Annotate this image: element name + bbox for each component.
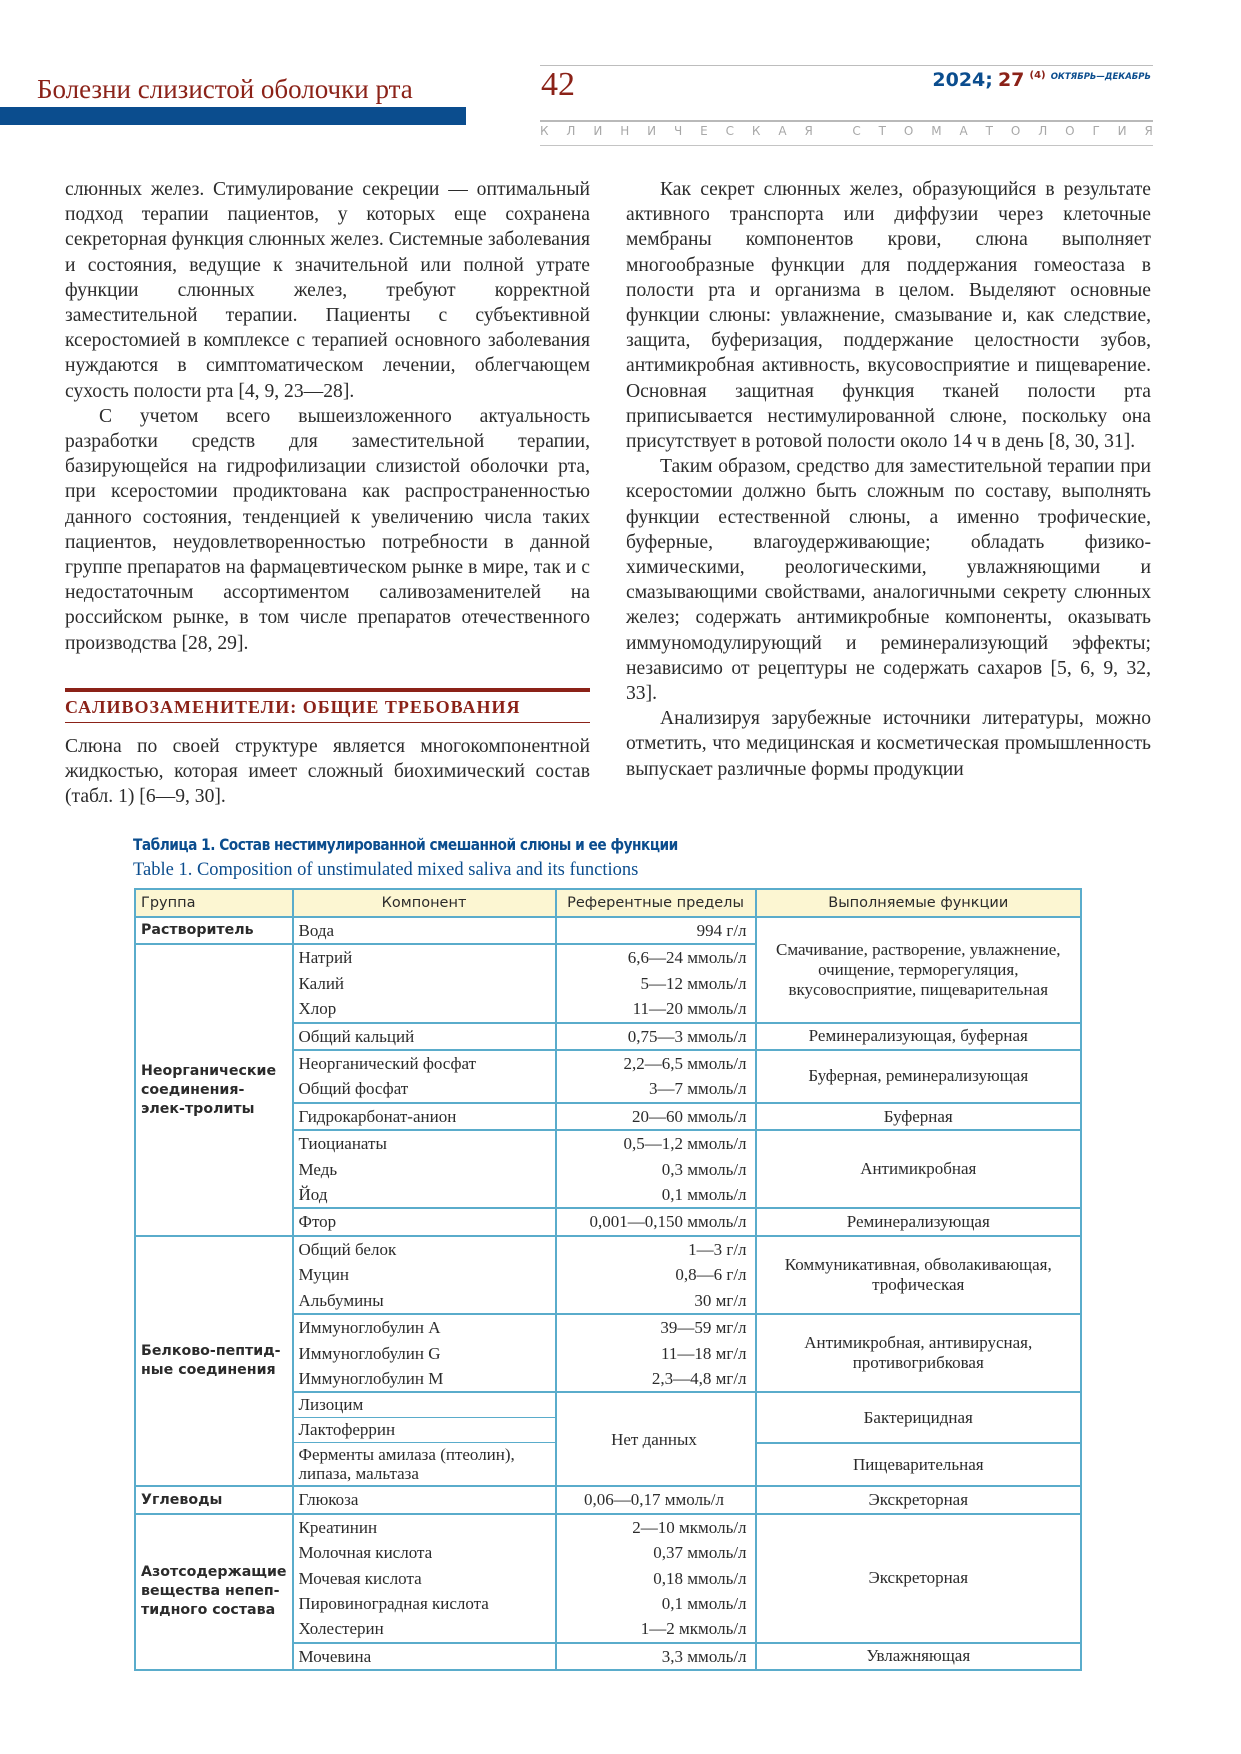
- function-cell: Антимикробная: [756, 1130, 1081, 1208]
- value-cell: 20—60 ммоль/л: [556, 1103, 756, 1130]
- section-title: Болезни слизистой оболочки рта: [37, 74, 413, 104]
- function-cell: Увлажняющая: [756, 1643, 1081, 1670]
- component-cell: Молочная кислота: [293, 1540, 556, 1565]
- journal-name-letter: А: [778, 124, 787, 138]
- component-cell: Мочевина: [293, 1643, 556, 1670]
- function-cell: Реминерализующая: [756, 1208, 1081, 1235]
- component-cell: Общий белок: [293, 1236, 556, 1262]
- component-cell: Тиоцианаты: [293, 1130, 556, 1156]
- journal-name-letter: Е: [700, 124, 708, 138]
- table-row: [135, 1236, 1081, 1262]
- paragraph: Как секрет слюнных желез, образующийся в результате активного транспорта или диффузии через клеточные мембраны компонентов крови, слюна выполняет многообразные функции для поддержания гомеостаза в полости рта и организма в целом. Выделяют основные функции слюны: увлажнение, смазывание и, как следствие, защита, буферизация, поддержание целостности зубов, антимикробная активность, вкусовосприятие и пищеварение. Основная защитная функция тканей полости рта приписывается нестимулированной слюне, поскольку она присутствует в ротовой полости около 14 ч в день [8, 30, 31].: [626, 179, 1151, 453]
- value-cell: 0,001—0,150 ммоль/л: [556, 1208, 756, 1235]
- group-cell: Углеводы: [135, 1486, 293, 1513]
- value-cell: 1—2 мкмоль/л: [556, 1616, 756, 1642]
- function-cell: Бактерицидная: [756, 1392, 1081, 1443]
- header-rule: [540, 65, 1153, 66]
- table-row: [135, 917, 1081, 944]
- journal-name-letter: О: [1065, 124, 1075, 138]
- function-cell: Реминерализующая, буферная: [756, 1023, 1081, 1050]
- function-cell: Пищеварительная: [756, 1443, 1081, 1487]
- value-cell: 6,6—24 ммоль/л: [556, 944, 756, 970]
- function-cell: Экскреторная: [756, 1514, 1081, 1643]
- journal-name-letter: Т: [878, 124, 887, 138]
- component-cell: Иммуноглобулин A: [293, 1314, 556, 1340]
- heading-rule: [65, 722, 590, 723]
- component-cell: Неорганический фосфат: [293, 1050, 556, 1076]
- component-cell: Мочевая кислота: [293, 1566, 556, 1591]
- journal-name-letter: Г: [1092, 124, 1100, 138]
- journal-name-letter: И: [593, 124, 603, 138]
- component-cell: Натрий: [293, 944, 556, 970]
- table-row: [135, 1486, 1081, 1513]
- value-cell: 0,37 ммоль/л: [556, 1540, 756, 1565]
- component-cell: Калий: [293, 971, 556, 996]
- component-cell: Ферменты амилаза (птеолин), липаза, мальтаза: [293, 1443, 556, 1487]
- journal-name: [540, 124, 1153, 142]
- journal-name-letter: И: [647, 124, 657, 138]
- value-cell: 3—7 ммоль/л: [556, 1076, 756, 1102]
- composition-table: [134, 888, 1082, 1671]
- component-cell: Пировиноградная кислота: [293, 1591, 556, 1616]
- component-cell: Гидрокарбонат-анион: [293, 1103, 556, 1130]
- value-cell: Нет данных: [556, 1392, 756, 1486]
- component-cell: Иммуноглобулин M: [293, 1366, 556, 1392]
- function-cell: Смачивание, растворение, увлажнение, очищение, терморегуляция, вкусовосприятие, пищеварительная: [756, 917, 1081, 1023]
- value-cell: 30 мг/л: [556, 1288, 756, 1314]
- section-heading: САЛИВОЗАМЕНИТЕЛИ: ОБЩИЕ ТРЕБОВАНИЯ: [65, 697, 521, 717]
- table-header-row: [135, 889, 1081, 917]
- journal-name-letter: К: [540, 124, 549, 138]
- header-rule: [540, 120, 1153, 122]
- section-color-bar: [0, 107, 466, 125]
- component-cell: Лизоцим: [293, 1392, 556, 1418]
- component-cell: Холестерин: [293, 1616, 556, 1642]
- group-cell: Белково-пептид-ные соединения: [135, 1236, 293, 1486]
- table-row: [135, 1514, 1081, 1540]
- journal-name-letter: С: [725, 124, 735, 138]
- component-cell: Глюкоза: [293, 1486, 556, 1513]
- function-cell: Буферная: [756, 1103, 1081, 1130]
- table-title-english: Table 1. Composition of unstimulated mixed saliva and its functions: [133, 860, 639, 880]
- column-header-group: Группа: [135, 889, 293, 917]
- value-cell: 1—3 г/л: [556, 1236, 756, 1262]
- heading-rule: [65, 688, 590, 692]
- journal-name-letter: О: [1010, 124, 1021, 138]
- paragraph: Таким образом, средство для заместительной терапии при ксеростомии должно быть сложным по составу, выполнять функции естественной слюны, а именно трофические, буферные, влагоудерживающие; обладать физико-химическими, реологическими, увлажняющими и смазывающими свойствами, аналогичными секрету слюнных желез; содержать антимикробные компоненты, оказывать иммуномодулирующий и реминерализующий эффекты; независимо от рецептуры не содержать сахаров [5, 6, 9, 32, 33].: [626, 456, 1151, 705]
- value-cell: 0,1 ммоль/л: [556, 1591, 756, 1616]
- value-cell: 0,18 ммоль/л: [556, 1566, 756, 1591]
- journal-name-letter: Я: [1144, 124, 1153, 138]
- value-cell: 39—59 мг/л: [556, 1314, 756, 1340]
- component-cell: Общий кальций: [293, 1023, 556, 1050]
- component-cell: Креатинин: [293, 1514, 556, 1540]
- journal-name-letter: М: [931, 124, 942, 138]
- page-number: 42: [541, 66, 575, 103]
- table-title: Таблица 1. Состав нестимулированной смешанной слюны и ее функции: [133, 835, 678, 854]
- journal-name-letter: О: [903, 124, 914, 138]
- left-column: [65, 177, 590, 656]
- issue-year: 2024;: [932, 69, 993, 91]
- header-rule: [540, 145, 1153, 146]
- component-cell: Общий фосфат: [293, 1076, 556, 1102]
- journal-name-letter: С: [852, 124, 861, 138]
- component-cell: Муцин: [293, 1262, 556, 1287]
- right-column: [626, 177, 1151, 782]
- journal-name-letter: Л: [1038, 124, 1048, 138]
- issue-volume: 27: [997, 69, 1025, 91]
- paragraph: Анализируя зарубежные источники литературы, можно отметить, что медицинская и косметическая промышленность выпускает различные формы продукции: [626, 708, 1151, 780]
- issue-months: ОКТЯБРЬ—ДЕКАБРЬ: [1050, 72, 1151, 82]
- journal-name-letter: [831, 124, 835, 142]
- component-cell: Хлор: [293, 996, 556, 1022]
- value-cell: 0,1 ммоль/л: [556, 1182, 756, 1208]
- component-cell: Иммуноглобулин G: [293, 1341, 556, 1366]
- column-header-functions: Выполняемые функции: [756, 889, 1081, 917]
- value-cell: 11—18 мг/л: [556, 1341, 756, 1366]
- issue-number: (4): [1029, 70, 1046, 81]
- value-cell: 11—20 ммоль/л: [556, 996, 756, 1022]
- value-cell: 0,06—0,17 ммоль/л: [556, 1486, 756, 1513]
- journal-name-letter: Л: [566, 124, 576, 138]
- group-cell: Неорганические соединения-элек-тролиты: [135, 944, 293, 1235]
- value-cell: 994 г/л: [556, 917, 756, 944]
- value-cell: 0,5—1,2 ммоль/л: [556, 1130, 756, 1156]
- column-header-component: Компонент: [293, 889, 556, 917]
- value-cell: 2—10 мкмоль/л: [556, 1514, 756, 1540]
- paragraph: Слюна по своей структуре является многокомпонентной жидкостью, которая имеет сложный биохимический состав (табл. 1) [6—9, 30].: [65, 736, 590, 808]
- journal-name-letter: Т: [985, 124, 993, 138]
- column-header-reference: Референтные пределы: [556, 889, 756, 917]
- issue-info: [932, 69, 1151, 91]
- paragraph: С учетом всего вышеизложенного актуальность разработки средств для заместительной терапии, базирующейся на гидрофилизации слизистой оболочки рта, при ксеростомии продиктована как распространенностью данного состояния, тенденцией к увеличению числа таких пациентов, неудовлетворенностью потребности в данной группе препаратов на фармацевтическом рынке в мире, так и с недостаточным ассортиментом саливозаменителей на российском рынке, в том числе препаратов отечественного производства [28, 29].: [65, 405, 590, 654]
- value-cell: 5—12 ммоль/л: [556, 971, 756, 996]
- function-cell: Антимикробная, антивирусная, противогрибковая: [756, 1314, 1081, 1392]
- journal-name-letter: Ч: [674, 124, 683, 138]
- function-cell: Буферная, реминерализующая: [756, 1050, 1081, 1103]
- value-cell: 0,8—6 г/л: [556, 1262, 756, 1287]
- value-cell: 2,2—6,5 ммоль/л: [556, 1050, 756, 1076]
- component-cell: Альбумины: [293, 1288, 556, 1314]
- journal-name-letter: И: [1117, 124, 1127, 138]
- value-cell: 2,3—4,8 мг/л: [556, 1366, 756, 1392]
- journal-name-letter: А: [959, 124, 968, 138]
- function-cell: Экскреторная: [756, 1486, 1081, 1513]
- journal-name-letter: К: [751, 124, 761, 138]
- value-cell: 0,3 ммоль/л: [556, 1157, 756, 1182]
- group-cell: Растворитель: [135, 917, 293, 944]
- group-cell: Азотсодержащие вещества непеп-тидного состава: [135, 1514, 293, 1670]
- value-cell: 0,75—3 ммоль/л: [556, 1023, 756, 1050]
- component-cell: Лактоферрин: [293, 1418, 556, 1443]
- left-column-section: [65, 734, 590, 810]
- function-cell: Коммуникативная, обволакивающая, трофическая: [756, 1236, 1081, 1314]
- component-cell: Вода: [293, 917, 556, 944]
- journal-name-letter: Я: [804, 124, 813, 138]
- value-cell: 3,3 ммоль/л: [556, 1643, 756, 1670]
- journal-name-letter: Н: [620, 124, 630, 138]
- component-cell: Фтор: [293, 1208, 556, 1235]
- component-cell: Йод: [293, 1182, 556, 1208]
- paragraph: слюнных желез. Стимулирование секреции — оптимальный подход терапии пациентов, у которых еще сохранена секреторная функция слюнных желез. Системные заболевания и состояния, ведущие к значительной или полной утрате функции слюнных желез, требуют корректной заместительной терапии. Пациенты с субъективной ксеростомией в комплексе с терапией основного заболевания нуждаются в симптоматическом лечении, облегчающем сухость полости рта [4, 9, 23—28].: [65, 179, 590, 402]
- component-cell: Медь: [293, 1157, 556, 1182]
